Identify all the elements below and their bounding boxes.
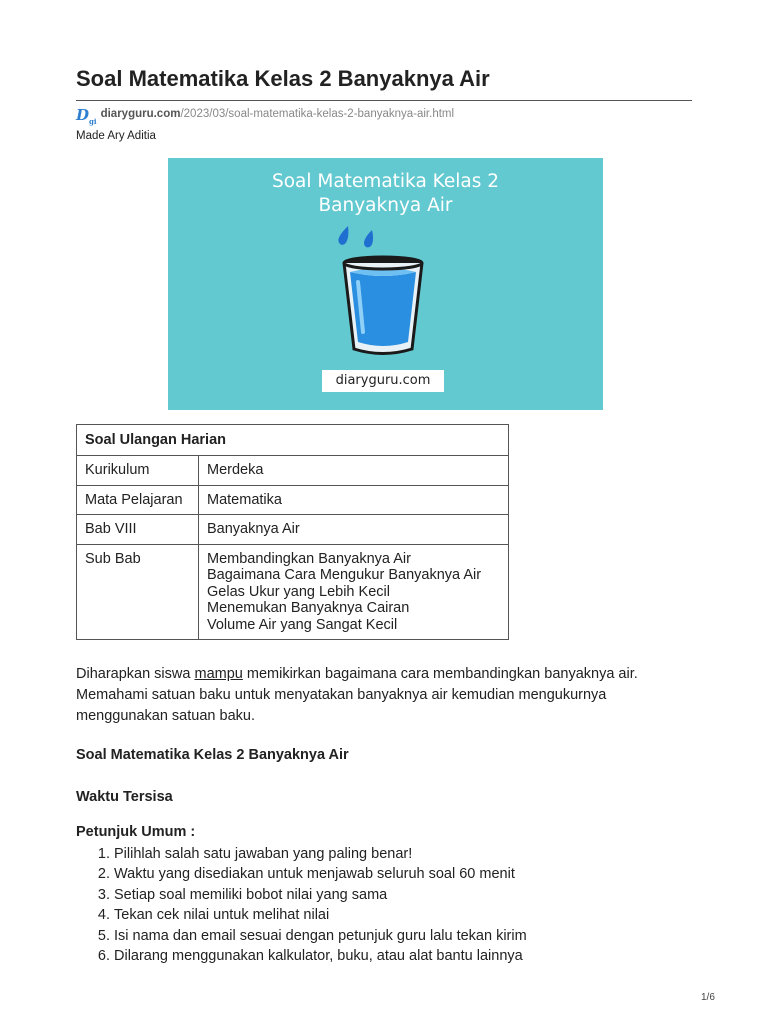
page-title: Soal Matematika Kelas 2 Banyaknya Air [76, 66, 490, 91]
list-item: 2. Waktu yang disediakan untuk menjawab seluruh soal 60 menit [114, 864, 527, 884]
table-row-subbab [77, 544, 509, 640]
instructions-title: Petunjuk Umum : [76, 824, 196, 840]
page-number: 1/6 [701, 992, 715, 1003]
timer-label: Waktu Tersisa [76, 789, 173, 805]
table-cell-subbab-list [199, 544, 509, 640]
hero-site-label: diaryguru.com [322, 370, 444, 392]
subbab-item: Bagaimana Cara Mengukur Banyaknya Air [207, 567, 482, 583]
table-cell-value: Merdeka [199, 456, 509, 486]
source-path: /2023/03/soal-matematika-kelas-2-banyaknya-air.html [180, 108, 455, 120]
instructions-list [76, 844, 527, 966]
info-table [76, 424, 509, 640]
table-row [77, 485, 509, 515]
table-header-row [77, 425, 509, 456]
table-cell-value: Matematika [199, 485, 509, 515]
source-line [76, 106, 455, 126]
list-item: 3. Setiap soal memiliki bobot nilai yang sama [114, 885, 527, 905]
table-cell-key: Sub Bab [77, 544, 199, 640]
title-divider [76, 100, 692, 101]
list-item: 4. Tekan cek nilai untuk melihat nilai [114, 905, 527, 925]
subbab-item: Volume Air yang Sangat Kecil [207, 616, 398, 633]
table-header: Soal Ulangan Harian [77, 425, 509, 456]
subbab-item: Gelas Ukur yang Lebih Kecil [207, 583, 390, 600]
list-item: 1. Pilihlah salah satu jawaban yang paling benar! [114, 844, 527, 864]
subbab-item: Membandingkan Banyaknya Air [207, 550, 411, 567]
author-name: Made Ary Aditia [76, 130, 156, 142]
table-row [77, 456, 509, 486]
hero-title: Soal Matematika Kelas 2 Banyaknya Air [271, 171, 500, 216]
mampu-link[interactable]: mampu [194, 666, 243, 682]
table-cell-key: Mata Pelajaran [77, 485, 199, 515]
diaryguru-favicon-icon: $D_{gi}$ [76, 106, 97, 126]
subbab-item: Menemukan Banyaknya Cairan [207, 600, 410, 616]
table-row [77, 515, 509, 545]
water-glass-icon [328, 224, 438, 364]
table-cell-key: Kurikulum [77, 456, 199, 486]
source-domain-link[interactable]: diaryguru.com [100, 108, 181, 120]
list-item: 5. Isi nama dan email sesuai dengan petunjuk guru lalu tekan kirim [114, 926, 527, 946]
hero-image [168, 158, 603, 410]
table-cell-value: Banyaknya Air [199, 515, 509, 545]
table-cell-key: Bab VIII [77, 515, 199, 545]
list-item: 6. Dilarang menggunakan kalkulator, buku, atau alat bantu lainnya [114, 946, 527, 966]
section-title: Soal Matematika Kelas 2 Banyaknya Air [76, 747, 349, 763]
intro-paragraph: Diharapkan siswa mampu memikirkan bagaimana cara membandingkan banyaknya air. Memahami satuan baku untuk menyatakan banyaknya air kemudian mengukurnya menggunakan satuan baku. [76, 666, 638, 724]
